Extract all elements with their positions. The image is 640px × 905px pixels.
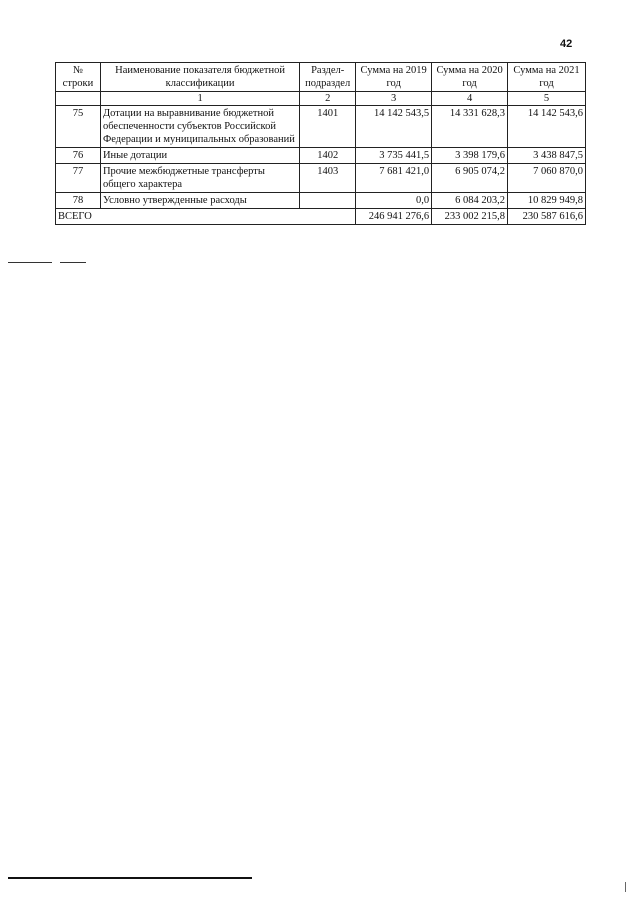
- indicator-name: Прочие межбюджетные трансферты общего характера: [100, 164, 299, 193]
- section-code: [300, 193, 356, 209]
- index-cell: 4: [432, 92, 508, 106]
- sum-2021: 7 060 870,0: [508, 164, 586, 193]
- sum-2021: 3 438 847,5: [508, 148, 586, 164]
- row-number: 77: [56, 164, 101, 193]
- sum-2020: 3 398 179,6: [432, 148, 508, 164]
- table-row: [56, 148, 586, 164]
- row-number: 76: [56, 148, 101, 164]
- indicator-name: Дотации на выравнивание бюджетной обеспеченности субъектов Российской Федерации и муниципальных образований: [100, 106, 299, 148]
- row-number: 75: [56, 106, 101, 148]
- sum-2019: 14 142 543,5: [356, 106, 432, 148]
- header-section: Раздел-подраздел: [300, 63, 356, 92]
- indicator-name: Условно утвержденные расходы: [100, 193, 299, 209]
- index-cell: 1: [100, 92, 299, 106]
- index-cell: 5: [508, 92, 586, 106]
- footer-rule: [8, 877, 252, 879]
- index-cell: [56, 92, 101, 106]
- section-code: 1401: [300, 106, 356, 148]
- column-index-row: [56, 92, 586, 106]
- separator-dash: [8, 262, 52, 263]
- index-cell: 2: [300, 92, 356, 106]
- table-row: [56, 164, 586, 193]
- indicator-name: Иные дотации: [100, 148, 299, 164]
- total-row: [56, 209, 586, 225]
- sum-2021: 10 829 949,8: [508, 193, 586, 209]
- header-sum-2020: Сумма на 2020 год: [432, 63, 508, 92]
- header-row-number: № строки: [56, 63, 101, 92]
- sum-2019: 3 735 441,5: [356, 148, 432, 164]
- sum-2020: 6 905 074,2: [432, 164, 508, 193]
- index-cell: 3: [356, 92, 432, 106]
- table-row: [56, 106, 586, 148]
- total-sum-2019: 246 941 276,6: [356, 209, 432, 225]
- sum-2020: 14 331 628,3: [432, 106, 508, 148]
- sum-2019: 7 681 421,0: [356, 164, 432, 193]
- sum-2019: 0,0: [356, 193, 432, 209]
- header-sum-2021: Сумма на 2021 год: [508, 63, 586, 92]
- sum-2021: 14 142 543,6: [508, 106, 586, 148]
- sum-2020: 6 084 203,2: [432, 193, 508, 209]
- page-number: 42: [560, 38, 573, 50]
- separator-dash: [60, 262, 86, 263]
- header-indicator-name: Наименование показателя бюджетной классификации: [100, 63, 299, 92]
- total-sum-2021: 230 587 616,6: [508, 209, 586, 225]
- table-row: [56, 193, 586, 209]
- total-label: ВСЕГО: [56, 209, 356, 225]
- budget-table: [55, 62, 586, 225]
- header-sum-2019: Сумма на 2019 год: [356, 63, 432, 92]
- section-code: 1403: [300, 164, 356, 193]
- table-header-row: [56, 63, 586, 92]
- total-sum-2020: 233 002 215,8: [432, 209, 508, 225]
- section-code: 1402: [300, 148, 356, 164]
- row-number: 78: [56, 193, 101, 209]
- scan-edge-mark: [625, 882, 626, 892]
